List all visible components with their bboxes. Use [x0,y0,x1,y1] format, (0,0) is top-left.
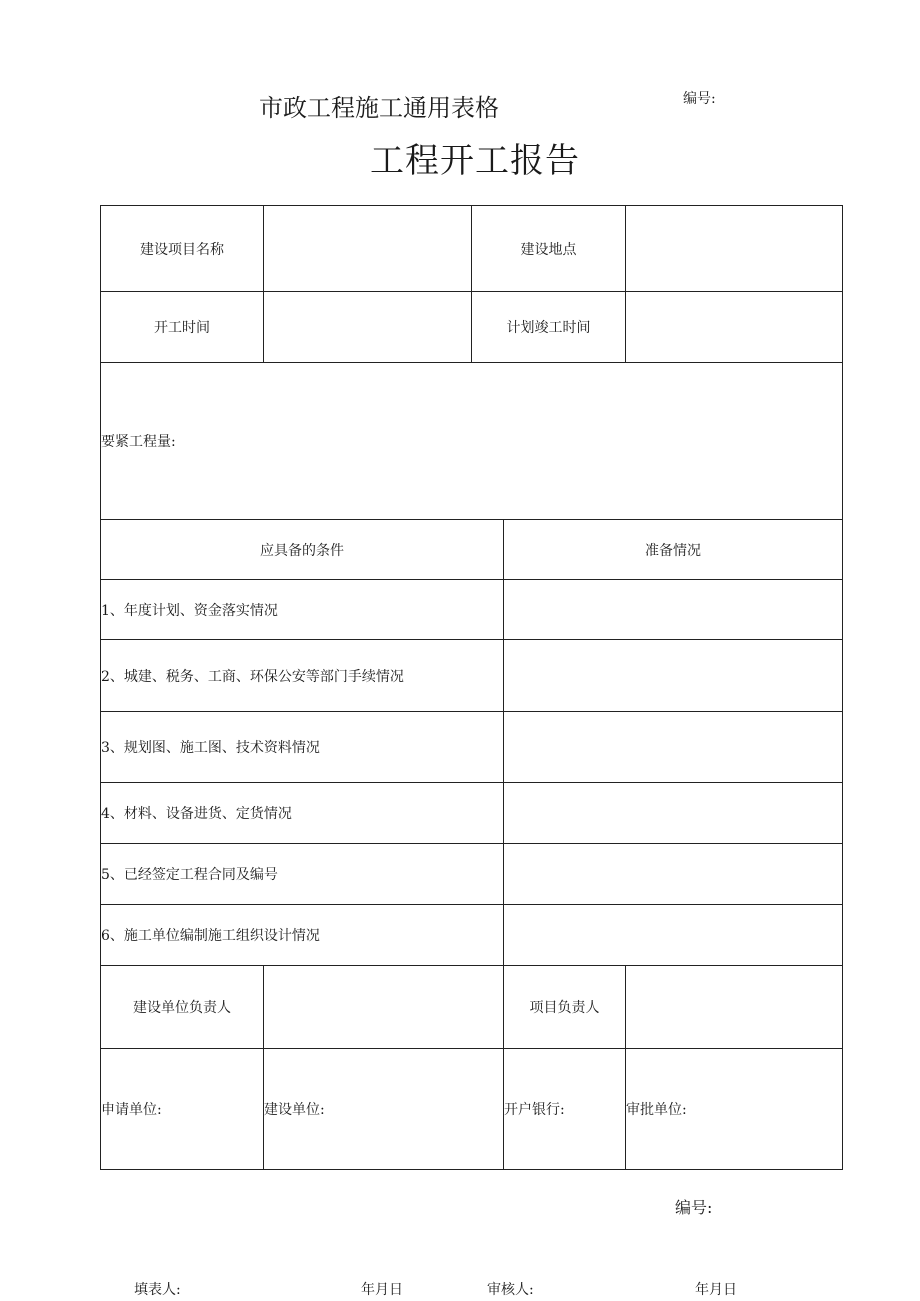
owner-lead-field[interactable] [264,966,504,1049]
footer-document-number-label: 编号: [675,1198,713,1217]
start-time-label: 开工时间 [101,292,264,363]
planned-completion-label: 计划竣工时间 [472,292,626,363]
applicant-label: 申请单位: [101,1102,162,1118]
start-time-field[interactable] [264,292,472,363]
approval-unit-field[interactable] [626,1049,843,1170]
condition-item: 3、规划图、施工图、技术资料情况 [101,712,504,783]
prep-status-field[interactable] [504,640,843,712]
owner-lead-label: 建设单位负责人 [101,966,264,1049]
fill-date-label: 年月日 [361,1282,403,1298]
form-series-subtitle: 市政工程施工通用表格 [259,94,499,122]
prep-status-header: 准备情况 [504,520,843,580]
planned-completion-field[interactable] [626,292,843,363]
project-lead-label: 项目负责人 [504,966,626,1049]
condition-item: 4、材料、设备进货、定货情况 [101,783,504,844]
prep-status-field[interactable] [504,905,843,966]
project-name-label: 建设项目名称 [101,206,264,292]
construction-unit-label: 建设单位: [264,1102,325,1118]
page-title: 工程开工报告 [370,141,580,181]
prep-status-field[interactable] [504,844,843,905]
review-date-label: 年月日 [695,1282,737,1298]
bank-field[interactable] [504,1049,626,1170]
condition-item: 6、施工单位编制施工组织设计情况 [101,905,504,966]
condition-item: 5、已经签定工程合同及编号 [101,844,504,905]
location-field[interactable] [626,206,843,292]
condition-item: 1、年度计划、资金落实情况 [101,580,504,640]
bank-label: 开户银行: [504,1102,565,1118]
main-quantity-label: 要紧工程量: [101,434,176,450]
conditions-header: 应具备的条件 [101,520,504,580]
document-number-label: 编号: [683,91,716,107]
start-report-form [100,205,843,1170]
prep-status-field[interactable] [504,712,843,783]
condition-item: 2、城建、税务、工商、环保公安等部门手续情况 [101,640,504,712]
main-quantity-field[interactable] [101,363,843,520]
prep-status-field[interactable] [504,580,843,640]
location-label: 建设地点 [472,206,626,292]
project-name-field[interactable] [264,206,472,292]
approval-unit-label: 审批单位: [626,1102,687,1118]
filled-by-label: 填表人: [134,1282,181,1298]
applicant-field[interactable] [101,1049,264,1170]
reviewer-label: 审核人: [487,1282,534,1298]
prep-status-field[interactable] [504,783,843,844]
construction-unit-field[interactable] [264,1049,504,1170]
project-lead-field[interactable] [626,966,843,1049]
